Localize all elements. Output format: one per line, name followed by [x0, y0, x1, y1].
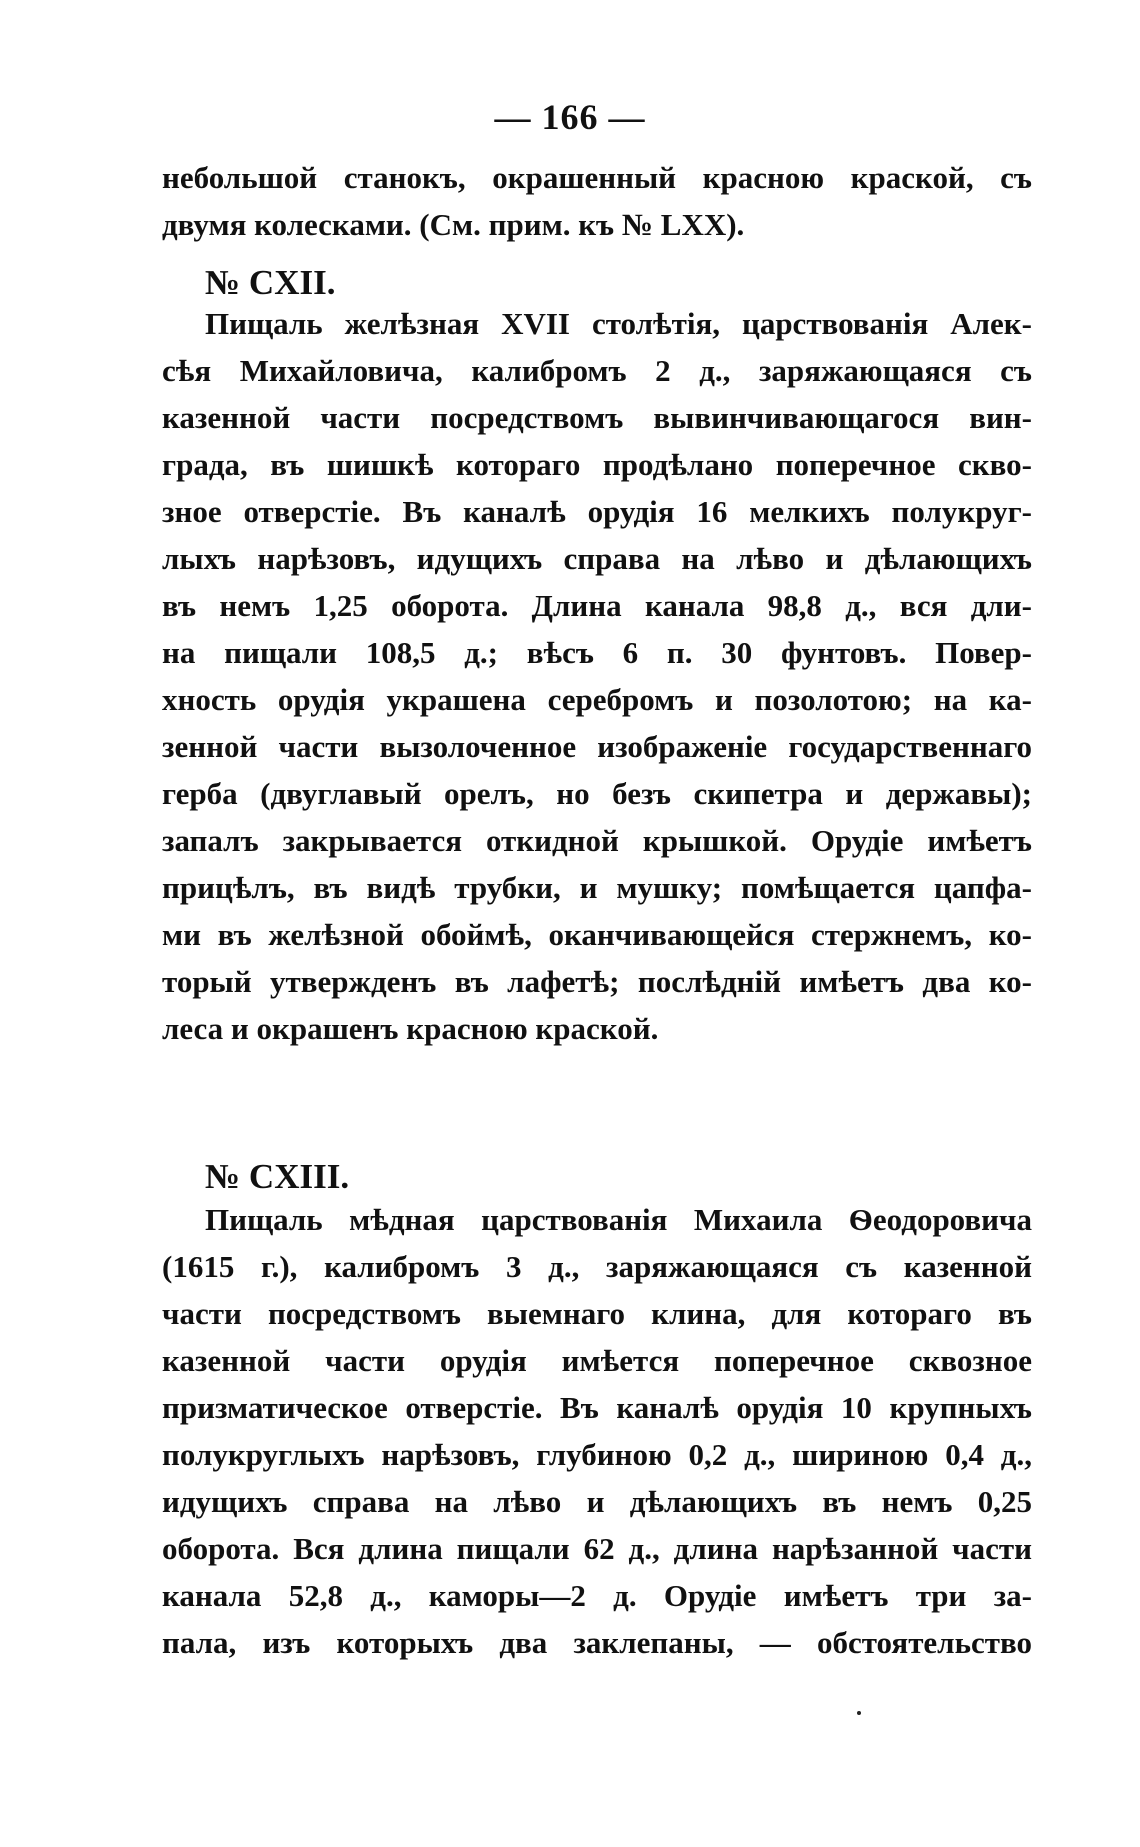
- section-heading-cxii: № CXII.: [205, 263, 336, 302]
- text-line: идущихъ справа на лѣво и дѣлающихъ въ немъ 0,25: [162, 1484, 1032, 1519]
- page-number: — 166 —: [494, 97, 646, 137]
- intro-paragraph: [162, 154, 1032, 248]
- text-line: леса и окрашенъ красною краской.: [162, 1011, 659, 1046]
- text-line: сѣя Михайловича, калибромъ 2 д., заряжающаяся съ: [162, 353, 1032, 388]
- section-heading-cxiii: № CXIII.: [205, 1157, 350, 1196]
- text-line: двумя колесками. (См. прим. къ № LXX).: [162, 207, 745, 242]
- text-line: запалъ закрывается откидной крышкой. Орудіе имѣетъ: [162, 823, 1032, 858]
- text-line: хность орудія украшена серебромъ и позолотою; на ка-: [162, 682, 1032, 717]
- text-line: на пищали 108,5 д.; вѣсъ 6 п. 30 фунтовъ. Повер-: [162, 635, 1032, 670]
- text-line: канала 52,8 д., каморы—2 д. Орудіе имѣетъ три за-: [162, 1578, 1032, 1613]
- text-line: зенной части вызолоченное изображеніе государственнаго: [162, 729, 1032, 764]
- text-line: пала, изъ которыхъ два заклепаны, — обстоятельство: [162, 1625, 1032, 1660]
- text-line: лыхъ нарѣзовъ, идущихъ справа на лѣво и дѣлающихъ: [162, 541, 1032, 576]
- text-line: Пищаль желѣзная XVII столѣтія, царствованія Алек-: [205, 306, 1032, 341]
- text-line: (1615 г.), калибромъ 3 д., заряжающаяся съ казенной: [162, 1249, 1032, 1284]
- text-line: полукруглыхъ нарѣзовъ, глубиною 0,2 д., шириною 0,4 д.,: [162, 1437, 1032, 1472]
- text-line: части посредствомъ выемнаго клина, для котораго въ: [162, 1296, 1032, 1331]
- text-line: торый утвержденъ въ лафетѣ; послѣдній имѣетъ два ко-: [162, 964, 1032, 999]
- text-line: казенной части посредствомъ вывинчивающагося вин-: [162, 400, 1032, 435]
- text-line: герба (двуглавый орелъ, но безъ скипетра и державы);: [162, 776, 1032, 811]
- text-line: казенной части орудія имѣется поперечное сквозное: [162, 1343, 1032, 1378]
- text-line: Пищаль мѣдная царствованія Михаила Ѳеодоровича: [205, 1202, 1032, 1237]
- text-line: небольшой станокъ, окрашенный красною краской, съ: [162, 160, 1032, 195]
- text-line: ми въ желѣзной обоймѣ, оканчивающейся стержнемъ, ко-: [162, 917, 1032, 952]
- text-line: града, въ шишкѣ котораго продѣлано поперечное скво-: [162, 447, 1032, 482]
- text-line: прицѣлъ, въ видѣ трубки, и мушку; помѣщается цапфа-: [162, 870, 1032, 905]
- section-paragraph-cxii: [162, 300, 1032, 1052]
- text-line: зное отверстіе. Въ каналѣ орудія 16 мелкихъ полукруг-: [162, 494, 1032, 529]
- print-speck: [857, 1711, 861, 1715]
- text-line: призматическое отверстіе. Въ каналѣ орудія 10 крупныхъ: [162, 1390, 1032, 1425]
- text-line: въ немъ 1,25 оборота. Длина канала 98,8 д., вся дли-: [162, 588, 1032, 623]
- section-paragraph-cxiii: [162, 1196, 1032, 1666]
- text-line: оборота. Вся длина пищали 62 д., длина нарѣзанной части: [162, 1531, 1032, 1566]
